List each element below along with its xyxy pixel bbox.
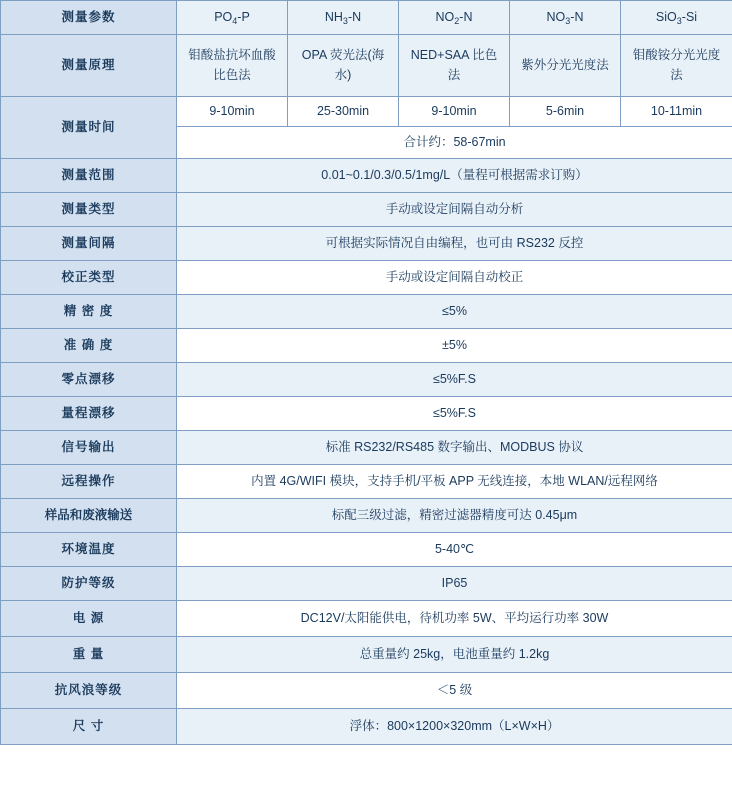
table-row xyxy=(1,709,732,745)
table-row xyxy=(1,295,732,329)
table-row xyxy=(1,673,732,709)
cell-measurement-range: 0.01~0.1/0.3/0.5/1mg/L（量程可根据需求订购） xyxy=(177,159,732,193)
row-label-accuracy: 准 确 度 xyxy=(1,329,177,363)
cell-principle-po4p: 钼酸盐抗坏血酸比色法 xyxy=(177,35,288,97)
cell-precision: ≤5% xyxy=(177,295,732,329)
table-row xyxy=(1,567,732,601)
cell-sample-waste-transport: 标配三级过滤，精密过滤器精度可达 0.45μm xyxy=(177,499,732,533)
row-label-measurement-interval: 测量间隔 xyxy=(1,227,177,261)
cell-accuracy: ±5% xyxy=(177,329,732,363)
cell-wind-wave-resistance: ＜5 级 xyxy=(177,673,732,709)
table-row xyxy=(1,431,732,465)
header-col-nh3n: $NH_3-N$ xyxy=(288,1,399,35)
cell-time-po4p: 9-10min xyxy=(177,97,288,127)
cell-time-no3n: 5-6min xyxy=(510,97,621,127)
cell-principle-no3n: 紫外分光光度法 xyxy=(510,35,621,97)
cell-time-nh3n: 25-30min xyxy=(288,97,399,127)
row-label-sample-waste-transport: 样品和废液输送 xyxy=(1,499,177,533)
cell-measurement-type: 手动或设定间隔自动分析 xyxy=(177,193,732,227)
row-label-remote-operation: 远程操作 xyxy=(1,465,177,499)
table-row xyxy=(1,397,732,431)
table-row xyxy=(1,97,732,127)
table-row xyxy=(1,329,732,363)
cell-span-drift: ≤5%F.S xyxy=(177,397,732,431)
cell-principle-nh3n: OPA 荧光法(海水) xyxy=(288,35,399,97)
row-label-calibration-type: 校正类型 xyxy=(1,261,177,295)
table-row xyxy=(1,637,732,673)
table-row xyxy=(1,533,732,567)
cell-weight: 总重量约 25kg，电池重量约 1.2kg xyxy=(177,637,732,673)
row-label-ambient-temperature: 环境温度 xyxy=(1,533,177,567)
header-col-no2n: $NO_2-N$ xyxy=(399,1,510,35)
table-row xyxy=(1,499,732,533)
table-row xyxy=(1,227,732,261)
table-row xyxy=(1,465,732,499)
table-row xyxy=(1,363,732,397)
header-param-label: 测量参数 xyxy=(1,1,177,35)
cell-dimensions: 浮体：800×1200×320mm（L×W×H） xyxy=(177,709,732,745)
table-row xyxy=(1,261,732,295)
row-label-protection-grade: 防护等级 xyxy=(1,567,177,601)
cell-signal-output: 标准 RS232/RS485 数字输出、MODBUS 协议 xyxy=(177,431,732,465)
row-label-span-drift: 量程漂移 xyxy=(1,397,177,431)
header-col-no3n: $NO_3-N$ xyxy=(510,1,621,35)
row-label-measurement-range: 测量范围 xyxy=(1,159,177,193)
cell-time-no2n: 9-10min xyxy=(399,97,510,127)
cell-calibration-type: 手动或设定间隔自动校正 xyxy=(177,261,732,295)
header-col-sio3si: SiO$_3$-Si xyxy=(621,1,732,35)
cell-time-total: 合计约：58-67min xyxy=(177,127,732,159)
cell-remote-operation: 内置 4G/WIFI 模块，支持手机/平板 APP 无线连接，本地 WLAN/远程网络 xyxy=(177,465,732,499)
row-label-precision: 精 密 度 xyxy=(1,295,177,329)
row-label-power-supply: 电 源 xyxy=(1,601,177,637)
table-row xyxy=(1,193,732,227)
row-label-measurement-time: 测量时间 xyxy=(1,97,177,159)
cell-zero-drift: ≤5%F.S xyxy=(177,363,732,397)
table-row xyxy=(1,159,732,193)
row-label-wind-wave-resistance: 抗风浪等级 xyxy=(1,673,177,709)
table-header-row xyxy=(1,1,732,35)
row-label-zero-drift: 零点漂移 xyxy=(1,363,177,397)
cell-measurement-interval: 可根据实际情况自由编程，也可由 RS232 反控 xyxy=(177,227,732,261)
cell-principle-no2n: NED+SAA 比色法 xyxy=(399,35,510,97)
row-label-dimensions: 尺 寸 xyxy=(1,709,177,745)
cell-principle-sio3si: 钼酸铵分光光度法 xyxy=(621,35,732,97)
table-row xyxy=(1,601,732,637)
cell-protection-grade: IP65 xyxy=(177,567,732,601)
row-label-measurement-type: 测量类型 xyxy=(1,193,177,227)
row-label-signal-output: 信号输出 xyxy=(1,431,177,465)
cell-time-sio3si: 10-11min xyxy=(621,97,732,127)
cell-ambient-temperature: 5-40℃ xyxy=(177,533,732,567)
cell-power-supply: DC12V/太阳能供电，待机功率 5W、平均运行功率 30W xyxy=(177,601,732,637)
row-label-weight: 重 量 xyxy=(1,637,177,673)
table-row xyxy=(1,35,732,97)
row-label-measurement-principle: 测量原理 xyxy=(1,35,177,97)
header-col-po4p: $PO_4-P$ xyxy=(177,1,288,35)
